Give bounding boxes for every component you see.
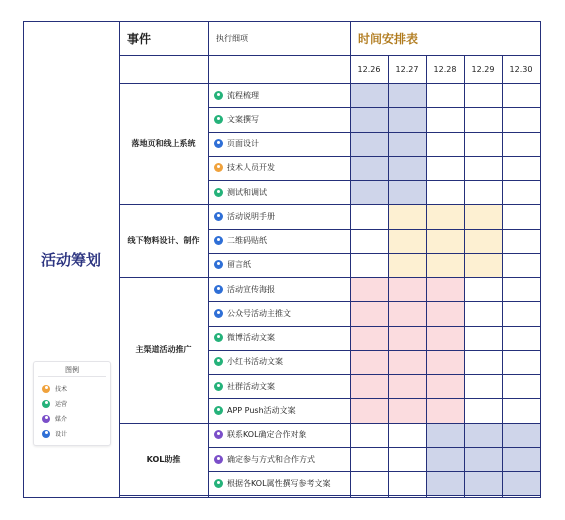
person-icon bbox=[214, 91, 223, 100]
grid-line bbox=[119, 423, 540, 424]
schedule-block bbox=[426, 398, 464, 422]
person-icon bbox=[214, 479, 223, 488]
grid-line bbox=[119, 83, 540, 84]
task-row[interactable] bbox=[208, 398, 350, 422]
schedule-block bbox=[388, 83, 426, 107]
header-time: 时间安排表 bbox=[358, 31, 419, 46]
task-row[interactable] bbox=[208, 447, 350, 471]
task-row[interactable] bbox=[208, 423, 350, 447]
person-icon bbox=[214, 260, 223, 269]
task-row[interactable] bbox=[208, 301, 350, 325]
task-label: 微博活动文案 bbox=[227, 333, 275, 343]
task-label: 社群活动文案 bbox=[227, 381, 275, 391]
grid-line bbox=[119, 204, 540, 205]
grid-line bbox=[540, 21, 541, 498]
grid-line bbox=[208, 180, 540, 181]
header-event: 事件 bbox=[127, 31, 152, 46]
task-row[interactable] bbox=[208, 326, 350, 350]
schedule-block bbox=[350, 374, 388, 398]
task-label: 技术人员开发 bbox=[227, 163, 275, 173]
date-header: 12.26 bbox=[357, 64, 381, 74]
grid-line bbox=[208, 447, 540, 448]
person-icon bbox=[214, 139, 223, 148]
legend bbox=[33, 361, 111, 446]
schedule-block bbox=[388, 277, 426, 301]
grid-line bbox=[208, 374, 540, 375]
grid-line bbox=[208, 350, 540, 351]
task-label: 文案撰写 bbox=[227, 114, 259, 124]
person-icon bbox=[214, 406, 223, 415]
task-row[interactable] bbox=[208, 180, 350, 204]
schedule-block bbox=[388, 204, 426, 228]
grid-line bbox=[426, 55, 427, 497]
schedule-block bbox=[388, 229, 426, 253]
grid-line bbox=[208, 301, 540, 302]
schedule-block bbox=[426, 447, 464, 471]
schedule-block bbox=[464, 253, 502, 277]
schedule-block bbox=[388, 156, 426, 180]
grid-line bbox=[119, 495, 540, 496]
person-icon bbox=[214, 309, 223, 318]
schedule-block bbox=[388, 107, 426, 131]
schedule-block bbox=[502, 471, 540, 495]
task-label: 测试和调试 bbox=[227, 187, 267, 197]
grid-line bbox=[502, 55, 503, 497]
person-icon bbox=[214, 455, 223, 464]
task-row[interactable] bbox=[208, 156, 350, 180]
grid-line bbox=[119, 55, 540, 56]
task-label: 页面设计 bbox=[227, 139, 259, 149]
schedule-block bbox=[426, 374, 464, 398]
task-row[interactable] bbox=[208, 132, 350, 156]
schedule-block bbox=[350, 277, 388, 301]
task-row[interactable] bbox=[208, 204, 350, 228]
schedule-block bbox=[350, 83, 388, 107]
task-row[interactable] bbox=[208, 471, 350, 495]
task-label: 公众号活动主推文 bbox=[227, 308, 291, 318]
schedule-block bbox=[388, 398, 426, 422]
schedule-block bbox=[350, 350, 388, 374]
task-label: 二维码贴纸 bbox=[227, 236, 267, 246]
person-icon bbox=[42, 415, 50, 423]
date-header: 12.27 bbox=[395, 64, 419, 74]
grid-line bbox=[208, 21, 209, 497]
task-label: 联系KOL确定合作对象 bbox=[227, 430, 307, 440]
header-detail: 执行细项 bbox=[216, 33, 248, 43]
person-icon bbox=[214, 236, 223, 245]
grid-line bbox=[23, 21, 541, 22]
person-icon bbox=[42, 430, 50, 438]
person-icon bbox=[42, 400, 50, 408]
schedule-block bbox=[502, 447, 540, 471]
schedule-block bbox=[464, 204, 502, 228]
schedule-sheet bbox=[23, 21, 540, 497]
schedule-block bbox=[388, 132, 426, 156]
schedule-block bbox=[426, 277, 464, 301]
schedule-block bbox=[350, 132, 388, 156]
date-header: 12.29 bbox=[471, 64, 495, 74]
task-row[interactable] bbox=[208, 253, 350, 277]
person-icon bbox=[214, 188, 223, 197]
schedule-block bbox=[426, 350, 464, 374]
schedule-block bbox=[464, 229, 502, 253]
task-label: 活动宣传海报 bbox=[227, 284, 275, 294]
grid-line bbox=[208, 229, 540, 230]
task-label: 小红书活动文案 bbox=[227, 357, 283, 367]
schedule-block bbox=[350, 301, 388, 325]
person-icon bbox=[214, 333, 223, 342]
event-name: 主渠道活动推广 bbox=[135, 345, 192, 355]
schedule-block bbox=[350, 107, 388, 131]
schedule-block bbox=[350, 180, 388, 204]
person-icon bbox=[214, 212, 223, 221]
grid-line bbox=[208, 107, 540, 108]
task-row[interactable] bbox=[208, 83, 350, 107]
person-icon bbox=[42, 385, 50, 393]
grid-line bbox=[208, 471, 540, 472]
grid-line bbox=[23, 21, 24, 497]
schedule-block bbox=[426, 204, 464, 228]
person-icon bbox=[214, 163, 223, 172]
grid-line bbox=[208, 326, 540, 327]
legend-item bbox=[42, 399, 67, 408]
legend-item bbox=[42, 414, 67, 423]
schedule-block bbox=[426, 253, 464, 277]
schedule-block bbox=[388, 301, 426, 325]
grid-line bbox=[464, 55, 465, 497]
legend-item bbox=[42, 429, 67, 438]
legend-label: 运营 bbox=[55, 401, 68, 408]
task-row[interactable] bbox=[208, 277, 350, 301]
event-name: KOL助推 bbox=[146, 454, 181, 464]
task-label: 活动说明手册 bbox=[227, 211, 275, 221]
task-row[interactable] bbox=[208, 374, 350, 398]
schedule-block bbox=[388, 374, 426, 398]
schedule-block bbox=[426, 326, 464, 350]
task-label: 流程梳理 bbox=[227, 90, 259, 100]
legend-title: 图例 bbox=[65, 366, 79, 374]
task-label: 留言纸 bbox=[227, 260, 251, 270]
grid-line bbox=[23, 497, 541, 498]
schedule-block bbox=[464, 447, 502, 471]
task-label: 根据各KOL属性撰写参考文案 bbox=[227, 478, 331, 488]
schedule-block bbox=[350, 398, 388, 422]
schedule-block bbox=[350, 326, 388, 350]
legend-divider bbox=[38, 376, 106, 377]
grid-line bbox=[119, 21, 120, 497]
person-icon bbox=[214, 382, 223, 391]
grid-line bbox=[208, 398, 540, 399]
legend-label: 技术 bbox=[55, 386, 68, 393]
person-icon bbox=[214, 430, 223, 439]
page-title: 活动筹划 bbox=[40, 250, 101, 269]
task-label: APP Push活动文案 bbox=[227, 406, 296, 415]
person-icon bbox=[214, 285, 223, 294]
schedule-block bbox=[426, 301, 464, 325]
schedule-block bbox=[350, 156, 388, 180]
grid-line bbox=[208, 156, 540, 157]
date-header: 12.30 bbox=[509, 64, 533, 74]
schedule-block bbox=[388, 180, 426, 204]
grid-line bbox=[208, 132, 540, 133]
person-icon bbox=[214, 115, 223, 124]
schedule-block bbox=[426, 471, 464, 495]
schedule-block bbox=[388, 350, 426, 374]
event-name: 线下物料设计、制作 bbox=[127, 236, 200, 246]
schedule-block bbox=[426, 229, 464, 253]
legend-label: 设计 bbox=[55, 431, 68, 438]
schedule-block bbox=[464, 471, 502, 495]
schedule-block bbox=[388, 253, 426, 277]
task-row[interactable] bbox=[208, 350, 350, 374]
task-row[interactable] bbox=[208, 107, 350, 131]
legend-label: 媒介 bbox=[55, 416, 68, 423]
legend-item bbox=[42, 384, 67, 393]
grid-line bbox=[350, 21, 351, 497]
grid-line bbox=[208, 253, 540, 254]
grid-line bbox=[388, 55, 389, 497]
schedule-block bbox=[426, 423, 464, 447]
grid-line bbox=[119, 277, 540, 278]
schedule-block bbox=[502, 423, 540, 447]
task-row[interactable] bbox=[208, 229, 350, 253]
date-header: 12.28 bbox=[433, 64, 457, 74]
event-name: 落地页和线上系统 bbox=[131, 139, 196, 149]
task-label: 确定参与方式和合作方式 bbox=[227, 454, 315, 464]
schedule-block bbox=[388, 326, 426, 350]
schedule-block bbox=[464, 423, 502, 447]
person-icon bbox=[214, 357, 223, 366]
